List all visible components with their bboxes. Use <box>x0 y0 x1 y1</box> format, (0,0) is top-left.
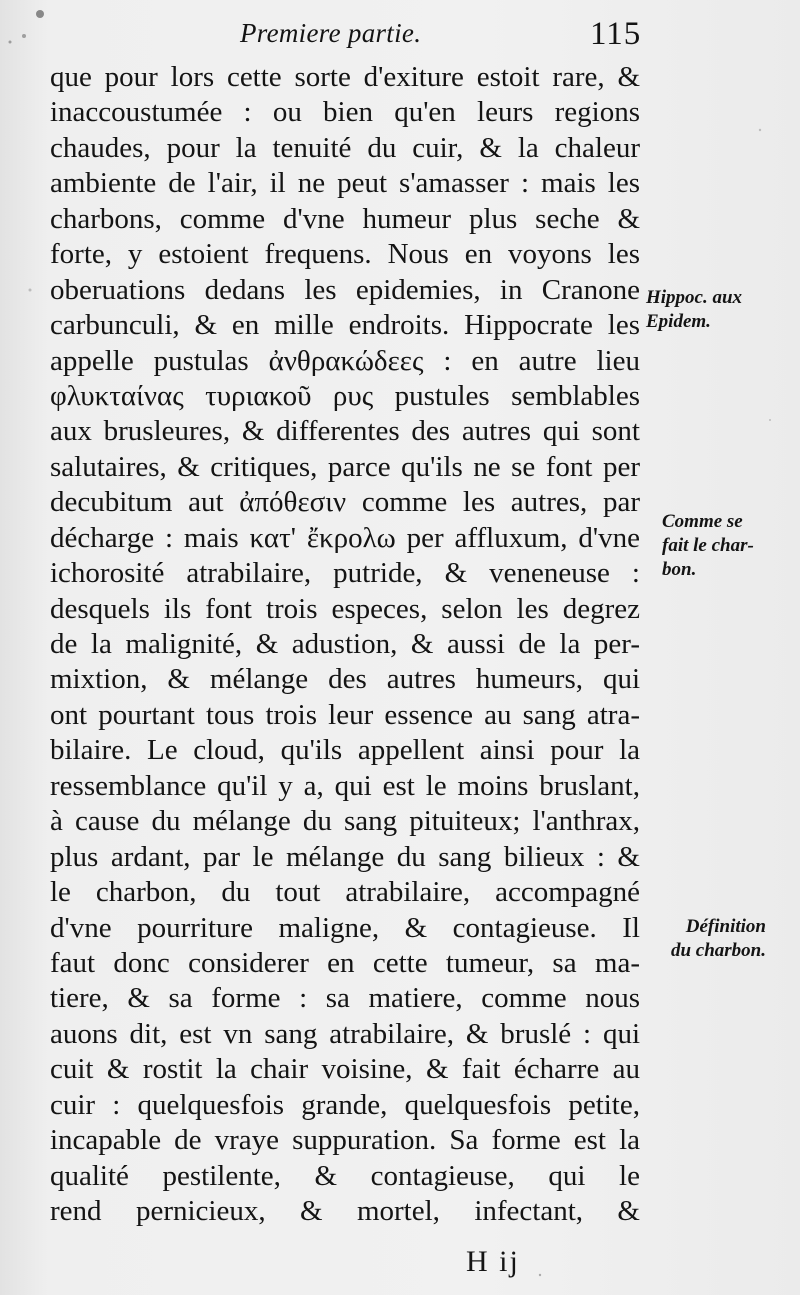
text-line: auons dit, est vn sang atrabilaire, & bruslé : qui <box>50 1017 640 1050</box>
text-line: carbunculi, & en mille endroits. Hippocrate les <box>50 309 640 342</box>
text-line: chaudes, pour la tenuité du cuir, & la chaleur <box>50 131 640 164</box>
marginal-note-line: Epidem. <box>646 311 711 332</box>
text-line: salutaires, & critiques, parce qu'ils ne se font per <box>50 450 640 483</box>
text-line: ichorosité atrabilaire, putride, & veneneuse : <box>50 557 640 590</box>
marginal-note-line: Définition <box>685 916 766 937</box>
text-line: desquels ils font trois especes, selon les degrez <box>50 592 640 625</box>
text-line: faut donc considerer en cette tumeur, sa ma- <box>50 946 640 979</box>
text-line: cuir : quelquesfois grande, quelquesfois petite, <box>50 1088 640 1121</box>
text-line: inaccoustumée : ou bien qu'en leurs regions <box>50 96 640 129</box>
text-line: tiere, & sa forme : sa matiere, comme nous <box>50 982 640 1015</box>
text-line: cuit & rostit la chair voisine, & fait écharre au <box>50 1053 640 1086</box>
text-line: de la malignité, & adustion, & aussi de la per- <box>50 628 640 660</box>
text-line: rend pernicieux, & mortel, infectant, & <box>50 1195 640 1227</box>
text-line: décharge : mais κατ' ἔκρολω per affluxum, d'vne <box>50 521 640 554</box>
marginal-note-line: bon. <box>662 559 697 580</box>
text-line: φλυκταίνας τυριακοῦ ρυς pustules semblables <box>50 379 640 412</box>
text-line: d'vne pourriture maligne, & contagieuse. Il <box>50 911 640 944</box>
marginal-note-hippocrates <box>646 286 742 334</box>
marginal-note-definition <box>648 915 766 963</box>
marginal-note-comme <box>662 510 754 582</box>
text-line: charbons, comme d'vne humeur plus seche & <box>50 202 640 235</box>
text-line: qualité pestilente, & contagieuse, qui le <box>50 1159 640 1192</box>
page-number: 115 <box>590 16 642 52</box>
text-line: oberuations dedans les epidemies, in Cranone <box>50 273 640 306</box>
text-line: bilaire. Le cloud, qu'ils appellent ainsi pour la <box>50 734 640 767</box>
text-line: plus ardant, par le mélange du sang bilieux : & <box>50 840 640 873</box>
text-line: mixtion, & mélange des autres humeurs, qui <box>50 663 640 696</box>
text-line: que pour lors cette sorte d'exiture estoit rare, & <box>50 61 640 93</box>
text-line: incapable de vraye suppuration. Sa forme est la <box>50 1124 640 1157</box>
marginal-note-line: du charbon. <box>670 940 766 961</box>
marginal-note-line: Hippoc. aux <box>646 287 743 308</box>
marginal-note-line: Comme se <box>662 511 743 532</box>
text-line: decubitum aut ἀπόθεσιν comme les autres, par <box>50 486 640 519</box>
marginal-note-line: fait le char- <box>662 535 754 556</box>
text-line: forte, y estoient frequens. Nous en voyons les <box>50 238 640 271</box>
text-line: à cause du mélange du sang pituiteux; l'anthrax, <box>50 805 640 838</box>
signature-mark: H ij <box>466 1245 520 1278</box>
text-line: aux brusleures, & differentes des autres qui sont <box>50 415 640 448</box>
text-line: appelle pustulas ἀνθρακώδεες : en autre lieu <box>50 344 640 377</box>
text-line: le charbon, du tout atrabilaire, accompagné <box>50 876 640 909</box>
text-line: ambiente de l'air, il ne peut s'amasser : mais les <box>50 167 640 200</box>
text-line: ressemblance qu'il y a, qui est le moins bruslant, <box>50 769 640 802</box>
running-title: Premiere partie. <box>240 18 422 48</box>
text-line: ont pourtant tous trois leur essence au sang atra- <box>50 698 640 731</box>
